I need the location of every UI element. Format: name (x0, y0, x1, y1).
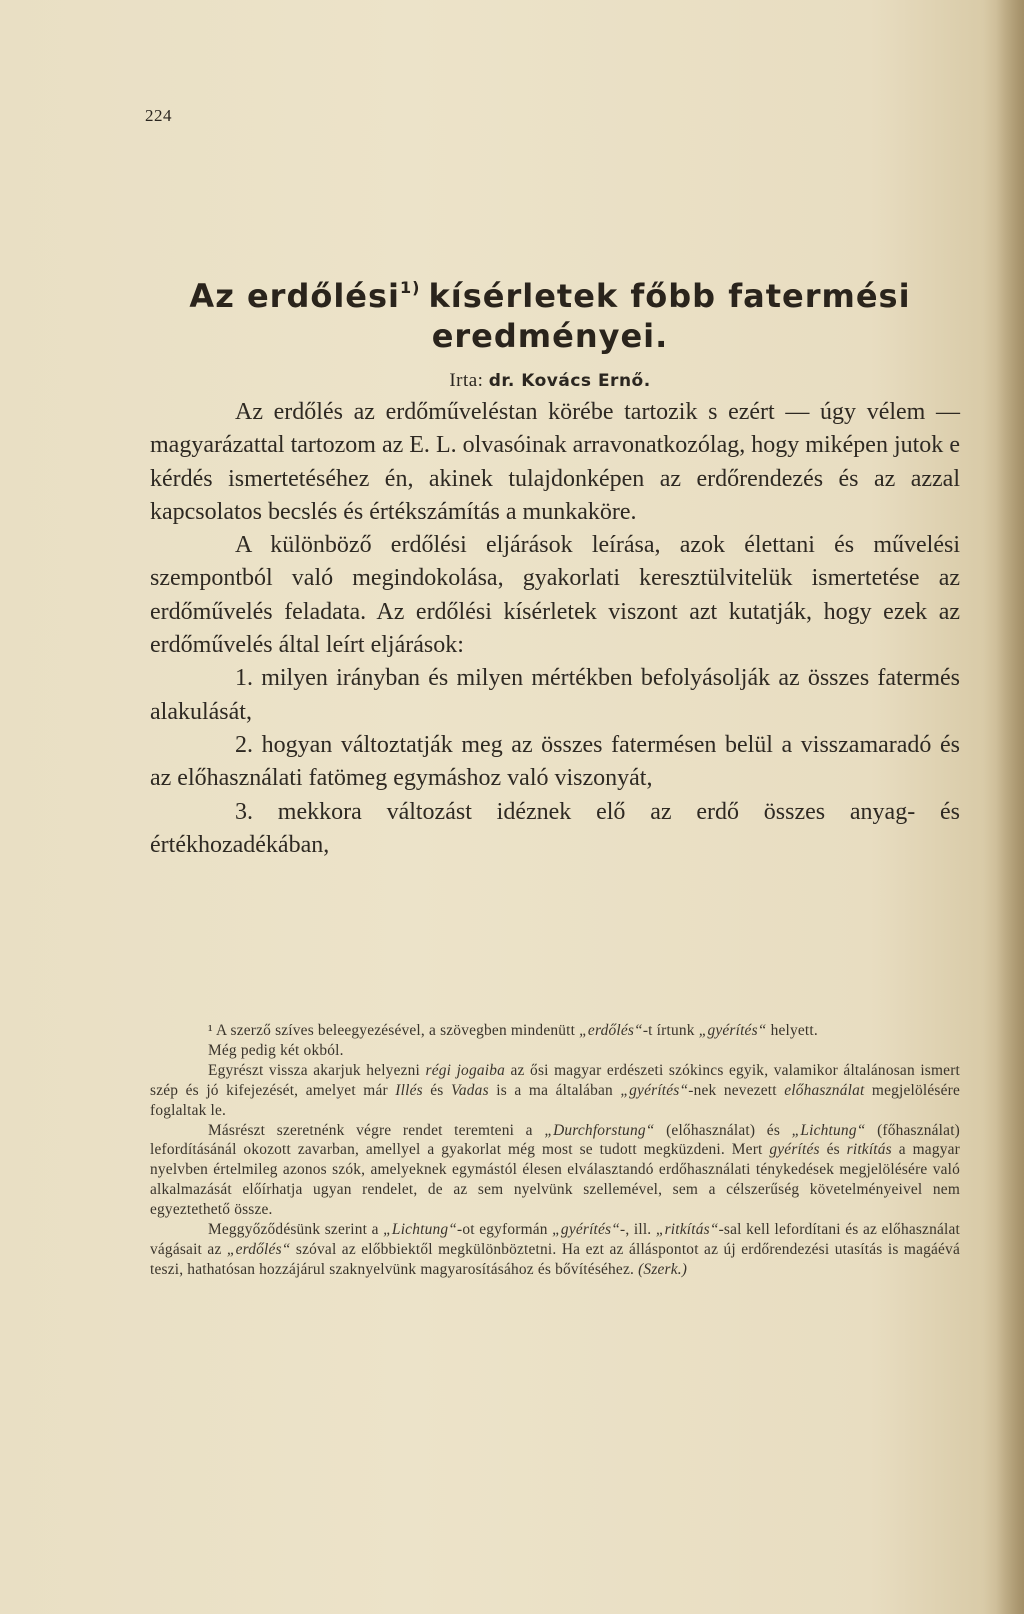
byline-prefix: Irta: (449, 370, 489, 391)
body-paragraph-1: Az erdőlés az erdőműveléstan körébe tartozik s ezért — úgy vélem — magyarázattal tartozom az E. L. olvasóinak arravonatkozólag, hogy miképen jutok e kérdés ismertetéséhez én, akinek tulajdonképen az erdőrendezés és az azzal kapcsolatos becslés és értékszámítás a munkaköre. (150, 399, 960, 525)
footnote-paragraph-2: Még pedig két okból. (208, 1041, 344, 1059)
title-part-2: kísérletek főbb fatermési (428, 277, 911, 315)
footnotes (150, 1021, 960, 1280)
article-header (140, 268, 960, 392)
page-number: 224 (145, 106, 172, 125)
footnote-paragraph-3: Egyrészt vissza akarjuk helyezni régi jogaiba az ősi magyar erdészeti szókincs egyik, valamikor általánosan ismert szép és jó kifejezését, amelyet már Illés és Vadas is a ma általában „gyérítés“-nek nevezett előhasználat megjelölésére foglaltak le. (150, 1061, 960, 1119)
footnote-paragraph-5: Meggyőződésünk szerint a „Lichtung“-ot egyformán „gyérítés“-, ill. „ritkítás“-sal kell lefordítani és az előhasználat vágásait az „erdőlés“ szóval az előbbiektől megkülönböztetni. Ha ezt az álláspontot az új erdőrendezési utasítás is magáévá teszi, hathatósan hozzájárul szaknyelvünk magyarosításához és bővítéséhez. (Szerk.) (150, 1221, 961, 1278)
footnote-1: ¹ A szerző szíves beleegyezésével, a szövegben mindenütt „erdőlés“-t írtunk „gyérítés“ helyett. (208, 1022, 818, 1039)
footnote-paragraph-4: Másrészt szeretnénk végre rendet teremteni a „Durchforstung“ (előhasználat) és „Lichtung“ (főhasználat) lefordításánál okozott zavarban, amellyel a gyakorlat még most se tudott megküzdeni. Mert gyérítés és ritkítás a magyar nyelvben értelmileg azonos szók, amelyeknek egymástól élesen elválasztandó erdőhasználati ténykedések megjelölésére való alkalmazását előírhatja ugyan rendelet, de az sem nyelvünk szellemével, sem a célszerűség követelményeivel nem egyeztethető össze. (150, 1121, 960, 1219)
byline (140, 370, 960, 392)
article-title-line-2: eredményei. (431, 317, 669, 355)
article-body (150, 396, 960, 862)
article-title-line-1 (140, 268, 960, 316)
footnote-marker: 1) (400, 278, 421, 297)
title-part-1: Az erdőlési (189, 277, 401, 315)
page-edge-shadow (996, 0, 1024, 1614)
body-paragraph-2: A különböző erdőlési eljárások leírása, azok élettani és művelési szempontból való megindokolása, gyakorlati keresztülvitelük ismertetése az erdőművelés feladata. Az erdőlési kísérletek viszont azt kutatják, hogy ezek az erdőművelés által leírt eljárások: (150, 532, 960, 659)
list-item-1: 1. milyen irányban és milyen mértékben befolyásolják az összes fatermés alakulását, (150, 665, 960, 725)
list-item-2: 2. hogyan változtatják meg az összes fatermésen belül a visszamaradó és az előhasználati fatömeg egymáshoz való viszonyát, (150, 731, 960, 792)
author-name: dr. Kovács Ernő. (488, 371, 651, 391)
list-item-3: 3. mekkora változást idéznek elő az erdő összes anyag- és értékhozadékában, (150, 798, 960, 858)
